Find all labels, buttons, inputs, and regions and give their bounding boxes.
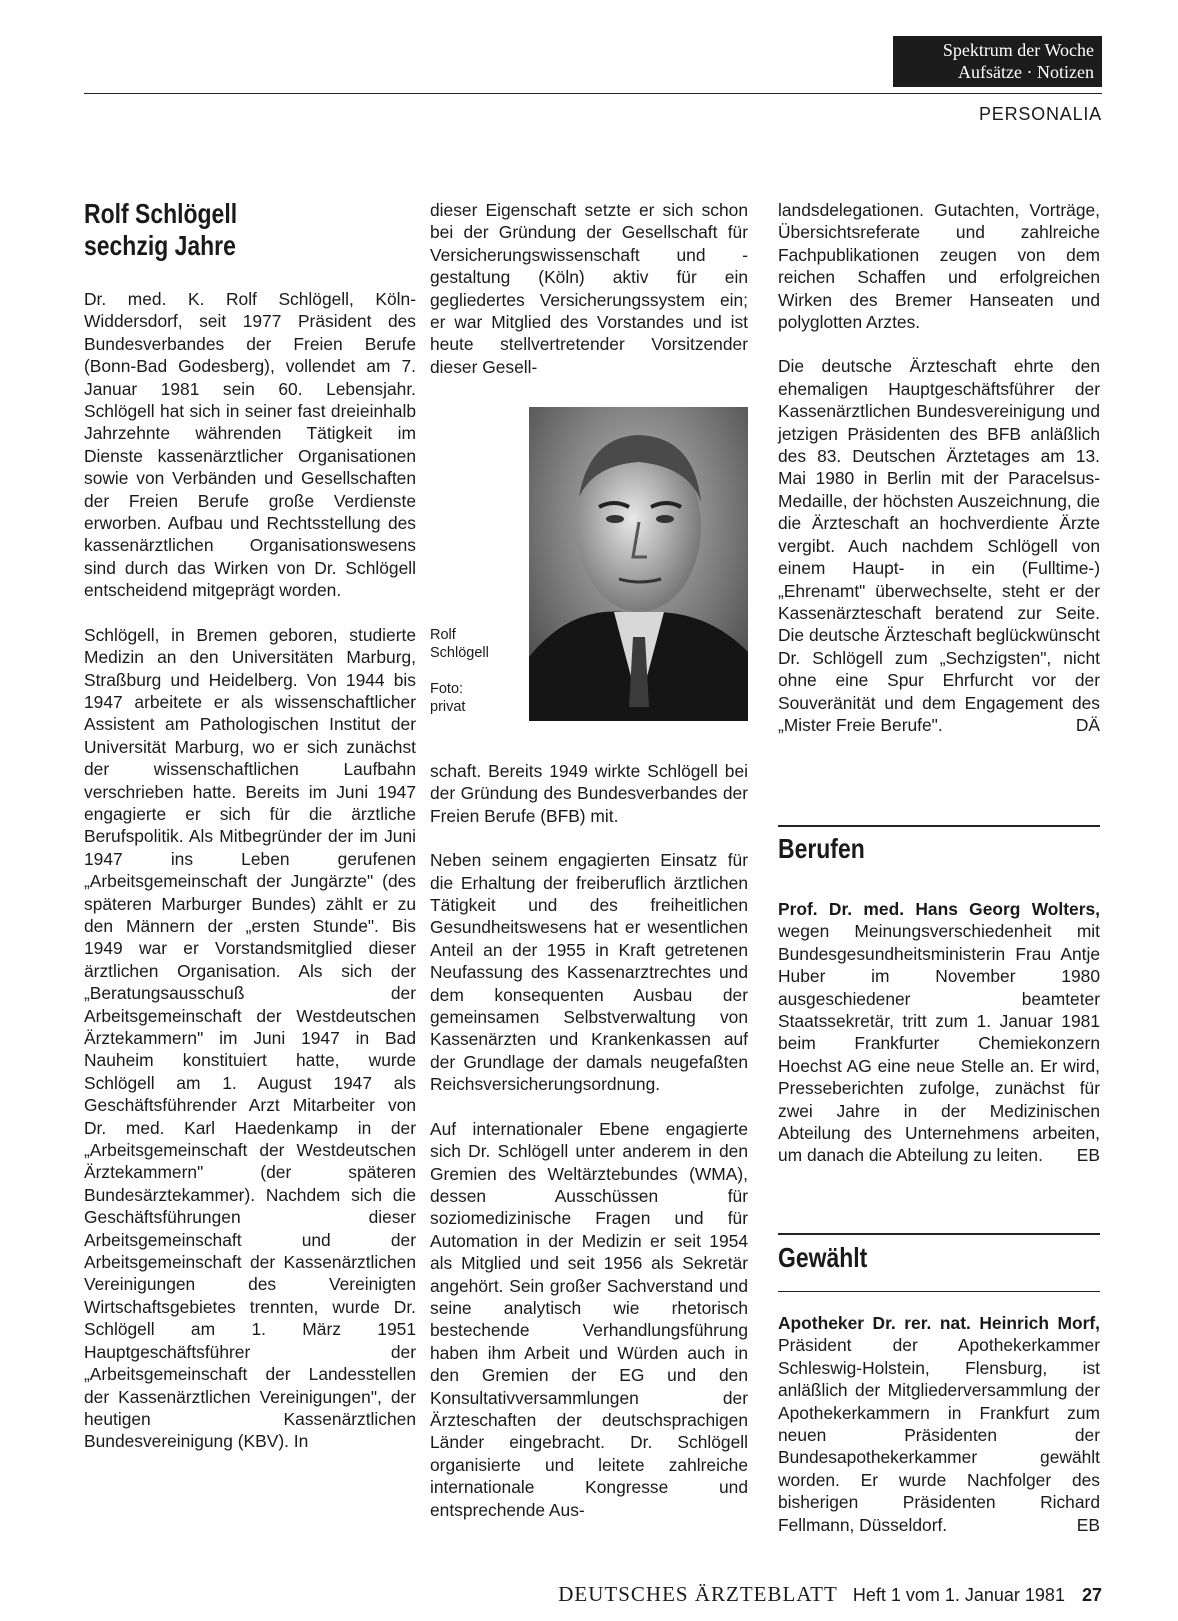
- gewaehlt-text: Präsident der Apothekerkammer Schleswig-Holstein, Flensburg, ist anläßlich der Mitgliederversammlung der Apothekerkammern in Frankfurt zum neuen Präsidenten der Bundesapothekerkammer gewählt worden. Er wurde Nachfolger des bisherigen Präsidenten Richard Fellmann, Düsseldorf.: [778, 1335, 1100, 1535]
- article-column-2-top: [430, 199, 748, 378]
- berufen-notice: [778, 898, 1100, 1167]
- berufen-rule: [778, 825, 1100, 827]
- berufen-paragraph: [778, 898, 1100, 1167]
- berufen-signature: EB: [1076, 1145, 1100, 1166]
- berufen-text: wegen Meinungsverschiedenheit mit Bundesgesundheitsministerin Frau Antje Huber im November 1980 ausgeschiedener beamteter Staatssekretär, tritt zum 1. Januar 1981 beim Frankfurter Chemiekonzern Hoechst AG eine neue Stelle an. Er wird, Presseberichten zufolge, zunächst für zwei Jahre in der Medizinischen Abteilung des Unternehmens arbeiten, um danach die Abteilung zu leiten.: [778, 921, 1100, 1166]
- article-column-2-bottom: [430, 760, 748, 1521]
- portrait-photo: [529, 407, 748, 721]
- article-column-1: [84, 288, 416, 1453]
- article-paragraph: [778, 355, 1100, 736]
- footer-masthead: DEUTSCHES ÄRZTEBLATT: [558, 1582, 838, 1606]
- caption-name-line-2: Schlögell: [430, 645, 489, 661]
- article-paragraph: landsdelegationen. Gutachten, Vorträge, Übersichtsreferate und zahlreiche Fachpublikationen zeugen von dem reichen Schaffen und erfolgreichen Wirken des Bremer Hanseaten und polyglotten Arztes.: [778, 200, 1100, 333]
- article-paragraph: Schlögell, in Bremen geboren, studierte Medizin an den Universitäten Marburg, Straßburg und Heidelberg. Von 1944 bis 1947 arbeitete er als wissenschaftlicher Assistent am Pathologischen Institut der Universität Marburg, wo er sich zunächst der wissenschaftlichen Laufbahn verschrieben hatte. Bereits im Juni 1947 engagierte er sich für die ärztliche Berufspolitik. Als Mitbegründer der im Juni 1947 ins Leben gerufenen „Arbeitsgemeinschaft der Jungärzte" (des späteren Marburger Bundes) zählt er zu den Männern der „ersten Stunde". Bis 1949 war er Vorstandsmitglied dieser ärztlichen Organisation. Als sich der „Beratungsausschuß der Arbeitsgemeinschaft der Westdeutschen Ärztekammern" im Juni 1947 in Bad Nauheim konstituiert hatte, wurde Schlögell am 1. August 1947 als Geschäftsführender Arzt Mitarbeiter von Dr. med. Karl Haedenkamp in der „Arbeitsgemeinschaft der Westdeutschen Ärztekammern" (der späteren Bundesärztekammer). Nachdem sich die Geschäftsführungen dieser Arbeitsgemeinschaft und der Arbeitsgemeinschaft der Kassenärztlichen Vereinigungen des Vereinigten Wirtschaftsgebietes trennten, wurde Dr. Schlögell am 1. März 1951 Hauptgeschäftsführer der „Arbeitsgemeinschaft der Landesstellen der Kassenärztlichen Vereinigungen", der heutigen Kassenärztlichen Bundesvereinigung (KBV). In: [84, 624, 416, 1452]
- gewaehlt-rule: [778, 1233, 1100, 1235]
- headline-line-1: Rolf Schlögell: [84, 198, 238, 229]
- photo-caption: [430, 626, 489, 716]
- article-paragraph: dieser Eigenschaft setzte er sich schon bei der Gründung der Gesellschaft für Versicherungswissenschaft und -gestaltung (Köln) aktiv für ein gegliedertes Versicherungssystem ein; er war Mitglied des Vorstandes und ist heute stellvertretender Vorsitzender dieser Gesell-: [430, 200, 748, 377]
- article-paragraph: Neben seinem engagierten Einsatz für die Erhaltung der freiberuflich ärztlichen Tätigkeit und des freiheitlichen Gesundheitswesens hat er wesentlichen Anteil an der 1955 in Kraft getretenen Neufassung des Kassenarztrechtes und dem konsequenten Ausbau der gemeinsamen Selbstverwaltung von Kassenärzten und Krankenkassen auf der Grundlage der damals neugefaßten Reichsversicherungsordnung.: [430, 850, 748, 1095]
- section-badge: [893, 36, 1102, 87]
- caption-credit-line-2: privat: [430, 699, 466, 715]
- page-number: 27: [1081, 1585, 1102, 1605]
- badge-line-2: Aufsätze · Notizen: [958, 62, 1094, 82]
- gewaehlt-paragraph: [778, 1312, 1100, 1536]
- gewaehlt-notice: [778, 1312, 1100, 1536]
- header-rule: [84, 93, 1102, 94]
- caption-credit-line-1: Foto:: [430, 681, 464, 697]
- gewaehlt-heading: Gewählt: [778, 1242, 868, 1273]
- article-paragraph: schaft. Bereits 1949 wirkte Schlögell bei der Gründung des Bundesverbandes der Freien Berufe (BFB) mit.: [430, 761, 748, 826]
- portrait-image: [529, 407, 748, 721]
- berufen-name: Prof. Dr. med. Hans Georg Wolters,: [778, 899, 1100, 919]
- article-paragraph: Auf internationaler Ebene engagierte sich Dr. Schlögell unter anderem in den Gremien des Weltärztebundes (WMA), dessen Ausschüssen für soziomedizinische Fragen und für Automation in der Medizin er seit 1954 als Mitglied und seit 1956 als Sekretär angehört. Sein großer Sachverstand und seine analytisch wie rhetorisch bestechende Verhandlungsführung haben ihm Arbeit und Würden auch in den Gremien der EG und den Konsultativversammlungen der Ärzteschaften der deutschsprachigen Länder eingebracht. Dr. Schlögell organisierte und leitete zahlreiche internationale Kongresse und entsprechende Aus-: [430, 1118, 748, 1520]
- article-final-text: Die deutsche Ärzteschaft ehrte den ehemaligen Hauptgeschäftsführer der Kassenärztlichen Bundesvereinigung und jetzigen Präsidenten des BFB anläßlich des 83. Deutschen Ärztetages am 13. Mai 1980 in Berlin mit der Paracelsus-Medaille, der höchsten Auszeichnung, die die Ärzteschaft an hochverdiente Ärzte vergibt. Auch nachdem Schlögell von einem Haupt- in ein (Fulltime-) „Ehrenamt" überwechselte, steht er der Kassenärzteschaft beratend zur Seite. Die deutsche Ärzteschaft beglückwünscht Dr. Schlögell zum „Sechzigsten", nicht ohne eine Spur Ehrfurcht vor der Souveränität und dem Engagement des „Mister Freie Berufe".: [778, 356, 1100, 735]
- article-headline: [84, 198, 355, 262]
- article-column-3: [778, 199, 1100, 736]
- article-paragraph: Dr. med. K. Rolf Schlögell, Köln-Widdersdorf, seit 1977 Präsident des Bundesverbandes der Freien Berufe (Bonn-Bad Godesberg), vollendet am 7. Januar 1981 sein 60. Lebensjahr. Schlögell hat sich in seiner fast dreieinhalb Jahrzehnte währenden Tätigkeit im Dienste kassenärztlicher Organisationen sowie von Verbänden und Gesellschaften der Freien Berufe große Verdienste erworben. Aufbau und Rechtsstellung des kassenärztlichen Organisationswesens sind durch das Wirken von Dr. Schlögell entscheidend mitgeprägt worden.: [84, 289, 416, 601]
- footer-issue: Heft 1 vom 1. Januar 1981: [852, 1585, 1065, 1605]
- badge-line-1: Spektrum der Woche: [942, 40, 1094, 60]
- article-signature: DÄ: [1075, 714, 1100, 735]
- gewaehlt-signature: EB: [1076, 1514, 1100, 1535]
- page-footer: [485, 1582, 1102, 1607]
- section-label: PERSONALIA: [978, 104, 1102, 124]
- caption-name-line-1: Rolf: [430, 627, 456, 643]
- gewaehlt-name: Apotheker Dr. rer. nat. Heinrich Morf,: [778, 1313, 1100, 1333]
- berufen-heading: Berufen: [778, 833, 865, 864]
- gewaehlt-underline: [778, 1291, 1100, 1292]
- headline-line-2: sechzig Jahre: [84, 230, 236, 261]
